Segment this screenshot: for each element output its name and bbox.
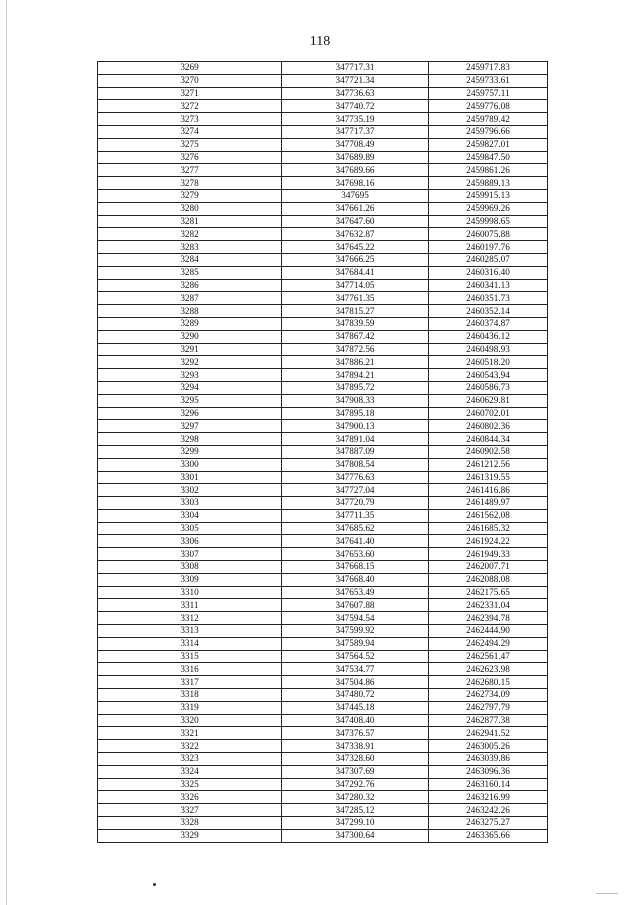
point-number-cell: 3303: [98, 497, 282, 510]
table-row: [98, 241, 548, 254]
point-number-cell: 3270: [98, 74, 282, 87]
table-row: [98, 228, 548, 241]
x-coordinate-cell: 347338.91: [282, 740, 429, 753]
table-row: [98, 791, 548, 804]
x-coordinate-cell: 347695: [282, 189, 429, 202]
table-row: [98, 164, 548, 177]
x-coordinate-cell: 347599.92: [282, 625, 429, 638]
table-row: [98, 625, 548, 638]
x-coordinate-cell: 347280.32: [282, 791, 429, 804]
x-coordinate-cell: 347307.69: [282, 765, 429, 778]
table-row: [98, 637, 548, 650]
table-row: [98, 189, 548, 202]
x-coordinate-cell: 347761.35: [282, 292, 429, 305]
point-number-cell: 3328: [98, 817, 282, 830]
y-coordinate-cell: 2461212.56: [429, 458, 548, 471]
x-coordinate-cell: 347887.09: [282, 445, 429, 458]
x-coordinate-cell: 347740.72: [282, 100, 429, 113]
point-number-cell: 3291: [98, 343, 282, 356]
point-number-cell: 3273: [98, 113, 282, 126]
x-coordinate-cell: 347895.72: [282, 381, 429, 394]
point-number-cell: 3288: [98, 305, 282, 318]
y-coordinate-cell: 2463096.36: [429, 765, 548, 778]
table-row: [98, 100, 548, 113]
table-row: [98, 215, 548, 228]
y-coordinate-cell: 2460316.40: [429, 266, 548, 279]
coordinates-table-body: [98, 62, 548, 843]
table-row: [98, 253, 548, 266]
table-row: [98, 497, 548, 510]
table-row: [98, 484, 548, 497]
table-row: [98, 663, 548, 676]
x-coordinate-cell: 347445.18: [282, 701, 429, 714]
y-coordinate-cell: 2462680.15: [429, 676, 548, 689]
y-coordinate-cell: 2460374.87: [429, 317, 548, 330]
table-row: [98, 740, 548, 753]
table-row: [98, 765, 548, 778]
point-number-cell: 3269: [98, 62, 282, 75]
x-coordinate-cell: 347721.34: [282, 74, 429, 87]
table-row: [98, 279, 548, 292]
y-coordinate-cell: 2461489.97: [429, 497, 548, 510]
y-coordinate-cell: 2463242.26: [429, 804, 548, 817]
table-row: [98, 829, 548, 842]
y-coordinate-cell: 2461924.22: [429, 535, 548, 548]
table-row: [98, 317, 548, 330]
point-number-cell: 3321: [98, 727, 282, 740]
x-coordinate-cell: 347895.18: [282, 407, 429, 420]
table-row: [98, 817, 548, 830]
x-coordinate-cell: 347736.63: [282, 87, 429, 100]
point-number-cell: 3305: [98, 522, 282, 535]
point-number-cell: 3329: [98, 829, 282, 842]
x-coordinate-cell: 347607.88: [282, 599, 429, 612]
y-coordinate-cell: 2463365.66: [429, 829, 548, 842]
x-coordinate-cell: 347408.40: [282, 714, 429, 727]
point-number-cell: 3322: [98, 740, 282, 753]
point-number-cell: 3284: [98, 253, 282, 266]
y-coordinate-cell: 2460629.81: [429, 394, 548, 407]
point-number-cell: 3293: [98, 369, 282, 382]
table-row: [98, 650, 548, 663]
y-coordinate-cell: 2463039.86: [429, 753, 548, 766]
table-row: [98, 292, 548, 305]
y-coordinate-cell: 2461562.08: [429, 509, 548, 522]
point-number-cell: 3297: [98, 420, 282, 433]
y-coordinate-cell: 2459998.65: [429, 215, 548, 228]
table-row: [98, 586, 548, 599]
x-coordinate-cell: 347711.35: [282, 509, 429, 522]
x-coordinate-cell: 347632.87: [282, 228, 429, 241]
y-coordinate-cell: 2459969.26: [429, 202, 548, 215]
table-row: [98, 535, 548, 548]
y-coordinate-cell: 2460436.12: [429, 330, 548, 343]
y-coordinate-cell: 2459757.11: [429, 87, 548, 100]
x-coordinate-cell: 347815.27: [282, 305, 429, 318]
y-coordinate-cell: 2462175.65: [429, 586, 548, 599]
point-number-cell: 3296: [98, 407, 282, 420]
table-row: [98, 727, 548, 740]
y-coordinate-cell: 2462494.29: [429, 637, 548, 650]
table-row: [98, 573, 548, 586]
point-number-cell: 3304: [98, 509, 282, 522]
y-coordinate-cell: 2460586.73: [429, 381, 548, 394]
table-row: [98, 445, 548, 458]
table-row: [98, 305, 548, 318]
table-row: [98, 394, 548, 407]
x-coordinate-cell: 347727.04: [282, 484, 429, 497]
point-number-cell: 3300: [98, 458, 282, 471]
point-number-cell: 3279: [98, 189, 282, 202]
table-row: [98, 509, 548, 522]
point-number-cell: 3323: [98, 753, 282, 766]
point-number-cell: 3326: [98, 791, 282, 804]
point-number-cell: 3289: [98, 317, 282, 330]
point-number-cell: 3309: [98, 573, 282, 586]
table-row: [98, 714, 548, 727]
point-number-cell: 3307: [98, 548, 282, 561]
y-coordinate-cell: 2460285.07: [429, 253, 548, 266]
x-coordinate-cell: 347504.86: [282, 676, 429, 689]
point-number-cell: 3292: [98, 356, 282, 369]
point-number-cell: 3315: [98, 650, 282, 663]
x-coordinate-cell: 347666.25: [282, 253, 429, 266]
table-row: [98, 330, 548, 343]
x-coordinate-cell: 347720.79: [282, 497, 429, 510]
x-coordinate-cell: 347735.19: [282, 113, 429, 126]
y-coordinate-cell: 2459796.66: [429, 125, 548, 138]
x-coordinate-cell: 347653.60: [282, 548, 429, 561]
point-number-cell: 3282: [98, 228, 282, 241]
y-coordinate-cell: 2459847.50: [429, 151, 548, 164]
x-coordinate-cell: 347714.05: [282, 279, 429, 292]
y-coordinate-cell: 2462797.79: [429, 701, 548, 714]
point-number-cell: 3286: [98, 279, 282, 292]
y-coordinate-cell: 2463005.26: [429, 740, 548, 753]
point-number-cell: 3277: [98, 164, 282, 177]
table-row: [98, 753, 548, 766]
y-coordinate-cell: 2459861.26: [429, 164, 548, 177]
x-coordinate-cell: 347685.62: [282, 522, 429, 535]
y-coordinate-cell: 2459733.61: [429, 74, 548, 87]
point-number-cell: 3312: [98, 612, 282, 625]
coordinates-table: [97, 61, 548, 843]
point-number-cell: 3301: [98, 471, 282, 484]
point-number-cell: 3281: [98, 215, 282, 228]
scan-edge-line: [6, 0, 7, 905]
y-coordinate-cell: 2459776.08: [429, 100, 548, 113]
x-coordinate-cell: 347872.56: [282, 343, 429, 356]
y-coordinate-cell: 2460197.76: [429, 241, 548, 254]
x-coordinate-cell: 347698.16: [282, 177, 429, 190]
y-coordinate-cell: 2459889.13: [429, 177, 548, 190]
x-coordinate-cell: 347839.59: [282, 317, 429, 330]
point-number-cell: 3313: [98, 625, 282, 638]
point-number-cell: 3275: [98, 138, 282, 151]
x-coordinate-cell: 347908.33: [282, 394, 429, 407]
table-row: [98, 561, 548, 574]
y-coordinate-cell: 2460352.14: [429, 305, 548, 318]
point-number-cell: 3271: [98, 87, 282, 100]
point-number-cell: 3299: [98, 445, 282, 458]
y-coordinate-cell: 2461319.55: [429, 471, 548, 484]
x-coordinate-cell: 347684.41: [282, 266, 429, 279]
x-coordinate-cell: 347564.52: [282, 650, 429, 663]
y-coordinate-cell: 2459915.13: [429, 189, 548, 202]
y-coordinate-cell: 2460075.88: [429, 228, 548, 241]
table-row: [98, 113, 548, 126]
table-row: [98, 804, 548, 817]
x-coordinate-cell: 347717.37: [282, 125, 429, 138]
table-row: [98, 433, 548, 446]
x-coordinate-cell: 347900.13: [282, 420, 429, 433]
x-coordinate-cell: 347300.64: [282, 829, 429, 842]
x-coordinate-cell: 347594.54: [282, 612, 429, 625]
x-coordinate-cell: 347328.60: [282, 753, 429, 766]
y-coordinate-cell: 2459789.42: [429, 113, 548, 126]
x-coordinate-cell: 347708.49: [282, 138, 429, 151]
point-number-cell: 3302: [98, 484, 282, 497]
table-row: [98, 177, 548, 190]
point-number-cell: 3295: [98, 394, 282, 407]
y-coordinate-cell: 2460802.36: [429, 420, 548, 433]
y-coordinate-cell: 2460844.34: [429, 433, 548, 446]
point-number-cell: 3316: [98, 663, 282, 676]
y-coordinate-cell: 2461416.86: [429, 484, 548, 497]
point-number-cell: 3306: [98, 535, 282, 548]
y-coordinate-cell: 2460341.13: [429, 279, 548, 292]
table-row: [98, 471, 548, 484]
table-row: [98, 356, 548, 369]
y-coordinate-cell: 2460543.94: [429, 369, 548, 382]
point-number-cell: 3280: [98, 202, 282, 215]
point-number-cell: 3283: [98, 241, 282, 254]
point-number-cell: 3285: [98, 266, 282, 279]
point-number-cell: 3290: [98, 330, 282, 343]
x-coordinate-cell: 347292.76: [282, 778, 429, 791]
table-row: [98, 125, 548, 138]
x-coordinate-cell: 347867.42: [282, 330, 429, 343]
point-number-cell: 3274: [98, 125, 282, 138]
x-coordinate-cell: 347689.66: [282, 164, 429, 177]
table-row: [98, 407, 548, 420]
x-coordinate-cell: 347589.94: [282, 637, 429, 650]
x-coordinate-cell: 347299.10: [282, 817, 429, 830]
point-number-cell: 3294: [98, 381, 282, 394]
point-number-cell: 3276: [98, 151, 282, 164]
x-coordinate-cell: 347480.72: [282, 689, 429, 702]
x-coordinate-cell: 347645.22: [282, 241, 429, 254]
table-row: [98, 266, 548, 279]
x-coordinate-cell: 347894.21: [282, 369, 429, 382]
y-coordinate-cell: 2463275.27: [429, 817, 548, 830]
y-coordinate-cell: 2462007.71: [429, 561, 548, 574]
x-coordinate-cell: 347776.63: [282, 471, 429, 484]
table-row: [98, 151, 548, 164]
table-row: [98, 369, 548, 382]
y-coordinate-cell: 2462941.52: [429, 727, 548, 740]
x-coordinate-cell: 347886.21: [282, 356, 429, 369]
point-number-cell: 3310: [98, 586, 282, 599]
y-coordinate-cell: 2462561.47: [429, 650, 548, 663]
table-row: [98, 87, 548, 100]
point-number-cell: 3319: [98, 701, 282, 714]
x-coordinate-cell: 347891.04: [282, 433, 429, 446]
point-number-cell: 3324: [98, 765, 282, 778]
x-coordinate-cell: 347653.49: [282, 586, 429, 599]
point-number-cell: 3325: [98, 778, 282, 791]
point-number-cell: 3308: [98, 561, 282, 574]
x-coordinate-cell: 347376.57: [282, 727, 429, 740]
point-number-cell: 3327: [98, 804, 282, 817]
table-row: [98, 138, 548, 151]
x-coordinate-cell: 347285.12: [282, 804, 429, 817]
point-number-cell: 3278: [98, 177, 282, 190]
point-number-cell: 3287: [98, 292, 282, 305]
y-coordinate-cell: 2463160.14: [429, 778, 548, 791]
y-coordinate-cell: 2460902.58: [429, 445, 548, 458]
y-coordinate-cell: 2461685.32: [429, 522, 548, 535]
table-row: [98, 599, 548, 612]
table-row: [98, 343, 548, 356]
point-number-cell: 3272: [98, 100, 282, 113]
y-coordinate-cell: 2461949.33: [429, 548, 548, 561]
scan-corner-mark: [596, 893, 618, 894]
table-row: [98, 420, 548, 433]
point-number-cell: 3318: [98, 689, 282, 702]
y-coordinate-cell: 2462734.09: [429, 689, 548, 702]
table-row: [98, 701, 548, 714]
y-coordinate-cell: 2463216.99: [429, 791, 548, 804]
x-coordinate-cell: 347534.77: [282, 663, 429, 676]
point-number-cell: 3298: [98, 433, 282, 446]
y-coordinate-cell: 2462877.38: [429, 714, 548, 727]
scan-speck: [153, 883, 156, 886]
x-coordinate-cell: 347641.40: [282, 535, 429, 548]
table-row: [98, 62, 548, 75]
point-number-cell: 3317: [98, 676, 282, 689]
x-coordinate-cell: 347717.31: [282, 62, 429, 75]
table-row: [98, 74, 548, 87]
y-coordinate-cell: 2460702.01: [429, 407, 548, 420]
page-number: 118: [309, 34, 331, 49]
point-number-cell: 3320: [98, 714, 282, 727]
y-coordinate-cell: 2462444.90: [429, 625, 548, 638]
x-coordinate-cell: 347661.26: [282, 202, 429, 215]
table-row: [98, 689, 548, 702]
table-row: [98, 612, 548, 625]
table-row: [98, 548, 548, 561]
x-coordinate-cell: 347689.89: [282, 151, 429, 164]
y-coordinate-cell: 2462623.98: [429, 663, 548, 676]
x-coordinate-cell: 347647.60: [282, 215, 429, 228]
table-row: [98, 522, 548, 535]
x-coordinate-cell: 347668.15: [282, 561, 429, 574]
x-coordinate-cell: 347808.54: [282, 458, 429, 471]
y-coordinate-cell: 2462394.78: [429, 612, 548, 625]
y-coordinate-cell: 2460498.93: [429, 343, 548, 356]
point-number-cell: 3311: [98, 599, 282, 612]
table-row: [98, 676, 548, 689]
y-coordinate-cell: 2460351.73: [429, 292, 548, 305]
y-coordinate-cell: 2462088.08: [429, 573, 548, 586]
y-coordinate-cell: 2460518.20: [429, 356, 548, 369]
x-coordinate-cell: 347668.40: [282, 573, 429, 586]
table-row: [98, 458, 548, 471]
table-row: [98, 778, 548, 791]
y-coordinate-cell: 2462331.04: [429, 599, 548, 612]
table-row: [98, 202, 548, 215]
y-coordinate-cell: 2459717.83: [429, 62, 548, 75]
table-row: [98, 381, 548, 394]
y-coordinate-cell: 2459827.01: [429, 138, 548, 151]
point-number-cell: 3314: [98, 637, 282, 650]
